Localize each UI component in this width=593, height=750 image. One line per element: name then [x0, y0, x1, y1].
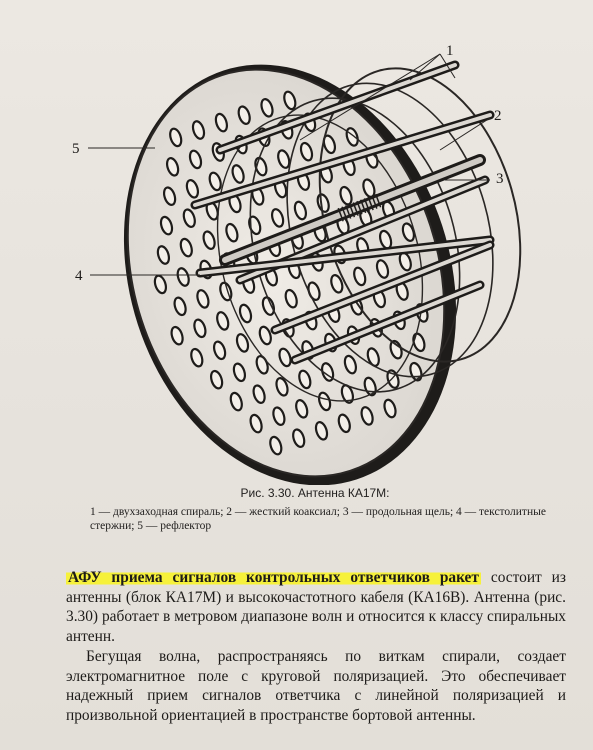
caption-title: Рис. 3.30. Антенна КА17М:: [240, 486, 390, 500]
paragraph-1: [66, 568, 566, 647]
paragraph-1-rest: состоит из антенны (блок КА17М) и высокочастотного кабеля (КА16В). Антенна (рис. 3.30) работает в метровом диапазоне волн и относится к классу спиральных антенн.: [66, 569, 566, 646]
antenna-drawing: [60, 30, 560, 485]
caption-legend: 1 — двухзаходная спираль; 2 — жесткий коаксиал; 3 — продольная щель; 4 — текстолитные стержни; 5 — рефлектор: [90, 506, 546, 532]
figure-caption: [30, 486, 560, 533]
antenna-figure: [60, 30, 560, 485]
callout-5: 5: [72, 141, 80, 157]
callout-2: 2: [494, 108, 502, 124]
callout-4: 4: [75, 268, 83, 284]
highlighted-phrase: АФУ приема сигналов контрольных ответчиков ракет: [68, 569, 479, 586]
body-text: [66, 568, 566, 726]
callout-3: 3: [496, 171, 504, 187]
callout-1: 1: [446, 43, 454, 59]
paragraph-2: Бегущая волна, распространяясь по виткам спирали, создает электромагнитное поле с круговой поляризацией. Это обеспечивает надежный прием сигналов ответчика с линейной поляризацией и произвольной ориентацией в пространстве бортовой антенны.: [66, 647, 566, 724]
